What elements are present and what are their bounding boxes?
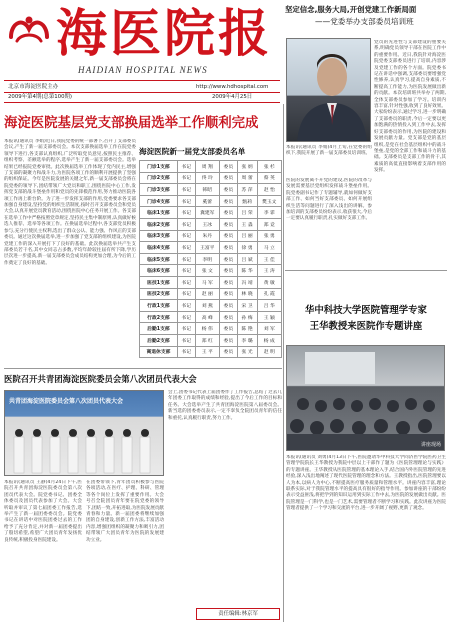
roster-cell: 医技2支部: [140, 288, 178, 300]
roster-cell: 书记: [177, 253, 195, 265]
lecture-headline-line2: 王华教授来医院作专题讲座: [309, 321, 423, 332]
lecture-headline-line1: 华中科技大学医院管理学专家: [305, 305, 427, 316]
roster-cell: 王 平: [195, 346, 219, 358]
editor-credit: 责任编辑:林京军: [196, 608, 280, 620]
roster-cell: 临床2支部: [140, 218, 178, 230]
roster-cell: 冯 靖: [237, 276, 257, 288]
roster-cell: 佟 玲: [195, 172, 219, 184]
roster-cell: 委员: [220, 230, 238, 242]
roster-cell: 孔 霞: [257, 288, 281, 300]
roster-cell: 陈 艳: [237, 323, 257, 335]
roster-cell: 高 峰: [195, 311, 219, 323]
youth-headline: 医院召开共青团海淀医院委员会第八次团员代表大会: [4, 374, 197, 384]
roster-cell: 书记: [177, 161, 195, 173]
roster-cell: 临床1支部: [140, 207, 178, 219]
roster-cell: 周 蕾: [237, 172, 257, 184]
roster-cell: 甄莉: [237, 195, 257, 207]
roster-cell: 冀建军: [195, 207, 219, 219]
roster-cell: 后勤2支部: [140, 334, 178, 346]
roster-row: [140, 323, 282, 335]
roster-row: [140, 300, 282, 312]
roster-cell: 赵 丽: [195, 288, 219, 300]
roster-cell: 离退休支部: [140, 346, 178, 358]
sidebar-headline-main: 坚定信念,服务大局,开创党建工作新局面: [285, 5, 417, 14]
roster-row: [140, 184, 282, 196]
roster-cell: 苏 萍: [237, 184, 257, 196]
issue-date: 2009年4月25日: [212, 94, 253, 100]
roster-cell: 临床3支部: [140, 230, 178, 242]
roster-cell: 委员: [220, 346, 238, 358]
roster-cell: 吕 荣: [237, 207, 257, 219]
roster-cell: 韩昭: [195, 184, 219, 196]
roster-cell: 委员: [220, 161, 238, 173]
lecture-photo-caption: 讲座现场: [420, 442, 441, 448]
roster-cell: 赵 明: [257, 346, 281, 358]
roster-cell: 临床4支部: [140, 242, 178, 254]
roster-cell: 杨 伟: [195, 323, 219, 335]
roster-cell: 张 文: [195, 265, 219, 277]
roster-cell: 马 军: [195, 276, 219, 288]
roster-cell: 委员: [220, 288, 238, 300]
youth-text-col3: 会上,团委书记代表上届团委作了工作报告,总结了过去几年团委工作取得的成绩和经验,提出了今后工作的目标和任务。大会选举产生了共青团海淀医院第八届委员会。新当选的团委委员表示,一定不辜负全院团员青年的信任和重托,认真履行职责,努力工作。: [168, 390, 282, 421]
roster-row: [140, 230, 282, 242]
roster-cell: 委员: [220, 172, 238, 184]
roster-cell: 郑 红: [195, 334, 219, 346]
roster-row: [140, 207, 282, 219]
roster-cell: 王 淼: [237, 218, 257, 230]
roster-cell: 医技1支部: [140, 276, 178, 288]
roster-cell: 书记: [177, 311, 195, 323]
roster-cell: 朱丹: [195, 230, 219, 242]
roster-cell: 委员: [220, 276, 238, 288]
roster-cell: 樊玉文: [257, 195, 281, 207]
roster-cell: 后勤1支部: [140, 323, 178, 335]
roster-cell: 黄 敏: [257, 276, 281, 288]
roster-row: [140, 288, 282, 300]
roster-cell: 委员: [220, 207, 238, 219]
sidebar-headline-sub: ——党委举办支部委员培训班: [315, 17, 414, 26]
roster-row: [140, 311, 282, 323]
roster-cell: 宋 卫: [237, 300, 257, 312]
roster-cell: 吕 华: [257, 300, 281, 312]
sidebar-headline: [285, 4, 447, 40]
masthead-title: 海医院报: [56, 4, 273, 64]
youth-banner: 共青团海淀医院委员会第八次团员代表大会: [9, 398, 124, 405]
roster-cell: 孙 梅: [237, 311, 257, 323]
lecture-headline: [285, 303, 447, 339]
main-lead-text: 本报讯(通讯员 李娟)近日,我院党委的统一部署下,召开了支部委员会议,产生了新一届支部委员会。本次支部换届选举工作在院党委领导下进行,各支部认真组织,广泛听取党员意见,按照民主推荐、组织考察、差额选举的程序,选举产生了新一届支部委员会。选举结果已经报院党委审批。此次换届选举工作体现了党内民主,增强了支部的凝聚力和战斗力,为医院各项工作的顺利开展提供了坚强的组织保证。今年是医院发展的关键之年,新一届支部委员会将在院党委的领导下,团结带领广大党员和职工,围绕医院中心工作,发挥党支部的战斗堡垒作用和党员的先锋模范作用,努力推动医院各项工作再上新台阶。为了进一步发挥支部的作用,党委要求各支部加强自身建设,坚持党的组织生活制度,按时召开支部委员会和党员大会,认真开展党员教育活动,围绕医院中心任务开展工作。各支部在选举工作中严格按照党章规定,坚持民主集中制原则,认真做好候选人推荐、选举等各项工作。在换届选举过程中,各支部党员积极参与,充分行使民主权利,选出了群众公认、能力强、作风正的支部委员。通过这次换届选举,进一步加强了党支部的组织建设,为医院党建工作的深入开展打下了良好的基础。此次换届选举共产生支部委员若干名,其中女同志占多数,平均年龄较往届有所下降,学历层次进一步提高,新一届支部委员会成员结构更加合理,为今后的工作奠定了良好的基础。: [4, 139, 136, 266]
roster-cell: 王 佳: [257, 253, 281, 265]
roster-cell: 书记: [177, 207, 195, 219]
roster-cell: 徐 勇: [237, 242, 257, 254]
roster-cell: 书记: [177, 323, 195, 335]
roster-cell: 书记: [177, 300, 195, 312]
roster-cell: 郑 竞: [257, 218, 281, 230]
sidebar-text-left: 医院的发展离不开党的建设,医院的改革与发展需要基层党组织发挥战斗堡垒作用。院党委副书记作了专题辅导,就如何做好支部工作、如何当好支部委员、如何开展组织生活等问题进行了深入浅出的讲解。参加培训的支部委员纷纷表示,收获很大,今后一定要认真履行职责,扎实做好支部工作。: [286, 178, 372, 222]
roster-row: [140, 242, 282, 254]
roster-cell: 奚蕾: [195, 195, 219, 207]
roster-cell: 书记: [177, 218, 195, 230]
roster-cell: 张 炳: [237, 161, 257, 173]
roster-cell: 委员: [220, 311, 238, 323]
roster-cell: 刘 军: [257, 323, 281, 335]
roster-cell: 委员: [220, 218, 238, 230]
hospital-logo-icon: [7, 11, 51, 47]
portrait-photo: [286, 38, 371, 142]
roster-row: [140, 346, 282, 358]
roster-cell: 门诊2支部: [140, 172, 178, 184]
roster-row: [140, 253, 282, 265]
masthead-subtitle: HAIDIAN HOSPITAL NEWS: [78, 65, 208, 75]
roster-cell: 周 翔: [195, 161, 219, 173]
roster-row: [140, 334, 282, 346]
roster-cell: 吕 丽: [237, 230, 257, 242]
youth-photo: [4, 390, 164, 476]
sidebar-body: 党员的先进性与支部建设的重要关系,明确党员领导干部在医院工作中的重要作用。近日,我院针对海淀医院党委支部委员进行了培训,内容涉及党建工作的各个方面。院党委书记在讲话中强调,支部委员要增强党性修养,认真学习,提高自身素质,不断提高工作能力,为医院发展做出新的贡献。本次培训班共举办了两期,全体支部委员参加了学习。培训内容丰富,针对性强,收到了良好效果。大家纷纷表示,通过学习,进一步明确了支部委员的职责,今后一定要以更加饱满的热情投入到工作中去,发挥好支部委员的作用,为医院的建设和发展贡献力量。党支部是党的基层组织,是党在社会基层组织中的战斗堡垒,是党的全部工作和战斗力的基础。支部委员是支部工作的骨干,其素质的高低直接影响着支部作用的发挥。: [374, 40, 446, 174]
roster-cell: 委员: [220, 334, 238, 346]
roster-cell: 书记: [177, 346, 195, 358]
roster-cell: 委员: [220, 265, 238, 277]
roster-row: [140, 265, 282, 277]
website[interactable]: http://www.hdhospital.com: [196, 84, 269, 90]
roster-cell: 临床5支部: [140, 253, 178, 265]
roster-row: [140, 276, 282, 288]
roster-cell: 委员: [220, 184, 238, 196]
roster-cell: 书记: [177, 288, 195, 300]
roster-cell: 门诊3支部: [140, 184, 178, 196]
roster-cell: 张 杉: [257, 161, 281, 173]
roster-table-title: 海淀医院新一届党支部委员名单: [139, 147, 246, 156]
roster-cell: 书记: [177, 184, 195, 196]
roster-table: [139, 160, 282, 358]
roster-cell: 书记: [177, 334, 195, 346]
roster-cell: 书记: [177, 242, 195, 254]
roster-cell: 门诊1支部: [140, 161, 178, 173]
roster-cell: 刘 燕: [195, 300, 219, 312]
roster: [139, 160, 282, 358]
roster-cell: 蔡 英: [257, 172, 281, 184]
roster-cell: 书记: [177, 276, 195, 288]
roster-row: [140, 172, 282, 184]
issue-number: 2009年第4期(总第100期): [8, 94, 72, 100]
roster-cell: 委员: [220, 323, 238, 335]
roster-cell: 林 晓: [237, 288, 257, 300]
roster-cell: 委员: [220, 195, 238, 207]
roster-cell: 王 颖: [257, 311, 281, 323]
roster-cell: 李 璐: [237, 334, 257, 346]
roster-cell: 门诊4支部: [140, 195, 178, 207]
roster-cell: 李 霏: [257, 207, 281, 219]
youth-text-col2: 在团委带领下,青年团员积极参与医院各项活动,在医疗、护理、科研、管理等各个岗位上发挥了重要作用。大会号召全院团员青年要在院党委的领导下,团结一致,开拓进取,为医院发展贡献青春和力量。新一届团委将继续加强团的自身建设,创新工作方法,丰富活动内容,增强团组织的凝聚力和吸引力,团结带领广大团员青年为医院的发展建功立业。: [86, 480, 164, 543]
roster-cell: 行政2支部: [140, 311, 178, 323]
roster-cell: 王富平: [195, 242, 219, 254]
roster-cell: 书记: [177, 195, 195, 207]
roster-row: [140, 195, 282, 207]
roster-row: [140, 161, 282, 173]
roster-cell: 张 勇: [257, 230, 281, 242]
roster-cell: 书记: [177, 172, 195, 184]
main-headline: 海淀医院基层党支部换届选举工作顺利完成: [4, 116, 259, 131]
roster-cell: 杨 成: [257, 334, 281, 346]
publisher: 北京市海淀医院主办: [8, 84, 59, 90]
roster-cell: 委员: [220, 253, 238, 265]
roster-cell: 委员: [220, 300, 238, 312]
roster-cell: 委员: [220, 242, 238, 254]
roster-cell: 陈 华: [237, 265, 257, 277]
lecture-photo: [286, 345, 445, 451]
roster-cell: 张 光: [237, 346, 257, 358]
roster-cell: 临床6支部: [140, 265, 178, 277]
sidebar-photo-caption: 本报讯(通讯员 李娟)4月上旬,在党委的组织下,我院开展了新一届支部委员培训班。: [286, 145, 372, 157]
roster-cell: 行政1支部: [140, 300, 178, 312]
masthead: [0, 0, 282, 100]
roster-cell: 书记: [177, 230, 195, 242]
roster-cell: 书记: [177, 265, 195, 277]
youth-text-col1: 本报讯(通讯员 王静)4月24日下午,医院召开共青团海淀医院委员会第八次团员代表大会。院党委书记、团委全体委员及团员代表参加了大会。大会听取并审议了第七届团委工作报告,选举产生了新一届团委委员会。院党委书记在讲话中对医院团委过去的工作给予了充分肯定,并对新一届团委提出了殷切希望,希望广大团员青年发扬优良传统,积极投身医院建设。: [4, 480, 82, 543]
roster-cell: 李明: [195, 253, 219, 265]
roster-cell: 吕 斌: [237, 253, 257, 265]
roster-cell: 王 涛: [257, 265, 281, 277]
roster-row: [140, 218, 282, 230]
lecture-text: 本报讯(通讯员 刘勇)4月13日下午,医院邀请华中科技大学同济医学院医药卫生管理学院院长王华教授为我院中层以上干部作了题为《医院管理理论与实践》的专题讲座。王华教授从医院管理的基本理论入手,结合国内外医院管理的先进经验,深入浅出地阐述了现代医院管理的理念和方法。王教授指出,医院管理要以人为本,以病人为中心,不断提高医疗服务质量和管理水平。讲座内容丰富,理论联系实际,对于我院管理水平的提高具有很好的指导作用。参加讲座的干部纷纷表示受益匪浅,将把学到的知识运用到实际工作中去,为医院的发展做出贡献。医院管理是一门科学,也是一门艺术,需要管理者不断学习和实践。此次讲座为医院管理者提供了一个学习和交流的平台,进一步开阔了视野,更新了观念。: [286, 455, 446, 512]
roster-cell: 赵 怡: [257, 184, 281, 196]
roster-cell: 马 立: [257, 242, 281, 254]
roster-cell: 王冰: [195, 218, 219, 230]
